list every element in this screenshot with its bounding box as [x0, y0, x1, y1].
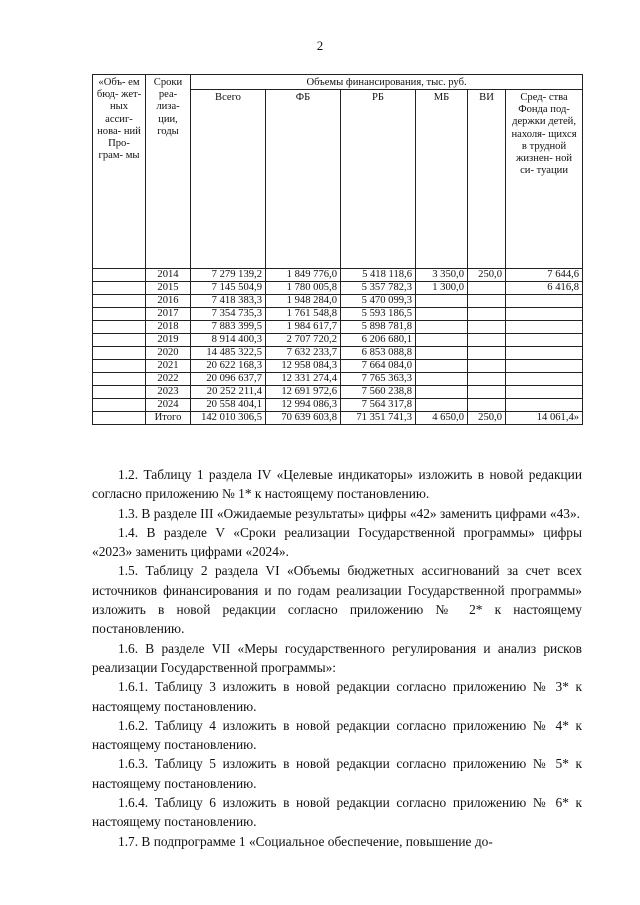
cell-mb [416, 308, 468, 321]
cell-fund [506, 386, 583, 399]
cell-vi: 250,0 [468, 412, 506, 425]
cell-year: 2014 [146, 269, 191, 282]
cell-total: 142 010 306,5 [191, 412, 266, 425]
table-row [93, 373, 583, 386]
cell-vi [468, 347, 506, 360]
cell-vi [468, 399, 506, 412]
cell-fund [506, 360, 583, 373]
table-row [93, 308, 583, 321]
cell-vi [468, 386, 506, 399]
cell-year: 2022 [146, 373, 191, 386]
table-row [93, 321, 583, 334]
funding-table [92, 74, 583, 425]
cell-empty [93, 321, 146, 334]
cell-empty [93, 282, 146, 295]
header-funding-volumes: Объемы финансирования, тыс. руб. [191, 75, 583, 90]
cell-empty [93, 295, 146, 308]
table-row [93, 295, 583, 308]
table-row [93, 347, 583, 360]
cell-mb [416, 373, 468, 386]
cell-rb: 71 351 741,3 [341, 412, 416, 425]
cell-mb [416, 295, 468, 308]
cell-total: 7 883 399,5 [191, 321, 266, 334]
cell-fb: 1 761 548,8 [266, 308, 341, 321]
cell-total: 7 354 735,3 [191, 308, 266, 321]
cell-fb: 12 958 084,3 [266, 360, 341, 373]
cell-vi [468, 334, 506, 347]
cell-rb: 5 470 099,3 [341, 295, 416, 308]
cell-fb: 1 948 284,0 [266, 295, 341, 308]
subheader-children-support-fund: Сред- ства Фонда под- держки детей, нахоля- щихся в трудной жизнен- ной си- туации [506, 90, 583, 269]
page-number: 2 [316, 38, 324, 53]
cell-rb: 7 765 363,3 [341, 373, 416, 386]
cell-total: 8 914 400,3 [191, 334, 266, 347]
cell-year: 2017 [146, 308, 191, 321]
cell-rb: 6 853 088,8 [341, 347, 416, 360]
cell-fb: 1 780 005,8 [266, 282, 341, 295]
cell-vi [468, 321, 506, 334]
cell-fund: 14 061,4» [506, 412, 583, 425]
cell-empty [93, 373, 146, 386]
cell-empty [93, 386, 146, 399]
cell-year: 2018 [146, 321, 191, 334]
paragraph: 1.2. Таблицу 1 раздела IV «Целевые индикаторы» изложить в новой редакции согласно приложению № 1* к настоящему постановлению. [92, 467, 582, 502]
cell-vi [468, 308, 506, 321]
cell-fund [506, 295, 583, 308]
cell-year: 2023 [146, 386, 191, 399]
cell-total: 14 485 322,5 [191, 347, 266, 360]
cell-vi: 250,0 [468, 269, 506, 282]
cell-total: 20 252 211,4 [191, 386, 266, 399]
cell-mb [416, 321, 468, 334]
cell-rb: 7 564 317,8 [341, 399, 416, 412]
cell-fb: 7 632 233,7 [266, 347, 341, 360]
cell-empty [93, 412, 146, 425]
header-implementation-period: Сроки реа- лиза- ции, годы [146, 75, 191, 269]
cell-empty [93, 360, 146, 373]
table-row [93, 269, 583, 282]
cell-vi [468, 282, 506, 295]
header-budget-allocations: «Объ- ем бюд- жет- ных ассиг- нова- ний Про- грам- мы [93, 75, 146, 269]
cell-fb: 12 994 086,3 [266, 399, 341, 412]
cell-fb: 70 639 603,8 [266, 412, 341, 425]
table-row [93, 386, 583, 399]
paragraph: 1.6. В разделе VII «Меры государственного регулирования и анализ рисков реализации Государственной программы»: [92, 640, 582, 675]
cell-vi [468, 373, 506, 386]
cell-rb: 5 898 781,8 [341, 321, 416, 334]
cell-mb [416, 386, 468, 399]
paragraph: 1.4. В разделе V «Сроки реализации Государственной программы» цифры «2023» заменить цифрами «2024». [92, 524, 582, 560]
table-row [93, 412, 583, 425]
cell-total: 7 279 139,2 [191, 269, 266, 282]
cell-total: 7 145 504,9 [191, 282, 266, 295]
cell-total: 20 558 404,1 [191, 399, 266, 412]
cell-year: 2016 [146, 295, 191, 308]
cell-mb [416, 399, 468, 412]
paragraph: 1.5. Таблицу 2 раздела VI «Объемы бюджетных ассигнований за счет всех источников финансирования и по годам реализации Государственной программы» изложить в новой редакции согласно приложению № 2* к настоящему постановлению. [92, 563, 582, 637]
cell-fb: 12 331 274,4 [266, 373, 341, 386]
subheader-fb: ФБ [266, 90, 341, 269]
cell-empty [93, 399, 146, 412]
cell-empty [93, 334, 146, 347]
cell-fb: 1 984 617,7 [266, 321, 341, 334]
subheader-vi: ВИ [468, 90, 506, 269]
paragraph: 1.7. В подпрограмме 1 «Социальное обеспечение, повышение до- [118, 833, 493, 849]
cell-fb: 12 691 972,6 [266, 386, 341, 399]
cell-mb: 3 350,0 [416, 269, 468, 282]
table-row [93, 282, 583, 295]
cell-year: 2019 [146, 334, 191, 347]
cell-fund [506, 334, 583, 347]
subheader-rb: РБ [341, 90, 416, 269]
cell-fund [506, 373, 583, 386]
paragraph: 1.6.1. Таблицу 3 изложить в новой редакции согласно приложению № 3* к настоящему постановлению. [92, 679, 582, 714]
cell-fund [506, 308, 583, 321]
cell-fb: 2 707 720,2 [266, 334, 341, 347]
cell-year: Итого [146, 412, 191, 425]
table-row [93, 360, 583, 373]
table-row [93, 334, 583, 347]
paragraph: 1.6.2. Таблицу 4 изложить в новой редакции согласно приложению № 4* к настоящему постановлению. [92, 717, 582, 753]
cell-fund: 6 416,8 [506, 282, 583, 295]
cell-total: 20 622 168,3 [191, 360, 266, 373]
cell-mb [416, 347, 468, 360]
cell-rb: 5 357 782,3 [341, 282, 416, 295]
amendment-text [92, 465, 582, 851]
cell-fund [506, 399, 583, 412]
table-row [93, 399, 583, 412]
cell-mb: 4 650,0 [416, 412, 468, 425]
cell-year: 2021 [146, 360, 191, 373]
paragraph: 1.6.4. Таблицу 6 изложить в новой редакции согласно приложению № 6* к настоящему постановлению. [92, 795, 582, 830]
cell-year: 2020 [146, 347, 191, 360]
cell-vi [468, 295, 506, 308]
cell-empty [93, 269, 146, 282]
cell-mb [416, 334, 468, 347]
cell-fb: 1 849 776,0 [266, 269, 341, 282]
cell-year: 2024 [146, 399, 191, 412]
cell-fund: 7 644,6 [506, 269, 583, 282]
paragraph: 1.6.3. Таблицу 5 изложить в новой редакции согласно приложению № 5* к настоящему постановлению. [92, 756, 582, 791]
cell-total: 20 096 637,7 [191, 373, 266, 386]
cell-fund [506, 321, 583, 334]
cell-fund [506, 347, 583, 360]
cell-vi [468, 360, 506, 373]
cell-rb: 6 206 680,1 [341, 334, 416, 347]
subheader-mb: МБ [416, 90, 468, 269]
cell-rb: 5 418 118,6 [341, 269, 416, 282]
cell-empty [93, 347, 146, 360]
cell-mb: 1 300,0 [416, 282, 468, 295]
cell-rb: 7 560 238,8 [341, 386, 416, 399]
cell-rb: 7 664 084,0 [341, 360, 416, 373]
cell-year: 2015 [146, 282, 191, 295]
cell-total: 7 418 383,3 [191, 295, 266, 308]
cell-empty [93, 308, 146, 321]
cell-rb: 5 593 186,5 [341, 308, 416, 321]
cell-mb [416, 360, 468, 373]
paragraph: 1.3. В разделе III «Ожидаемые результаты» цифры «42» заменить цифрами «43». [118, 505, 581, 521]
subheader-total: Всего [191, 90, 266, 269]
